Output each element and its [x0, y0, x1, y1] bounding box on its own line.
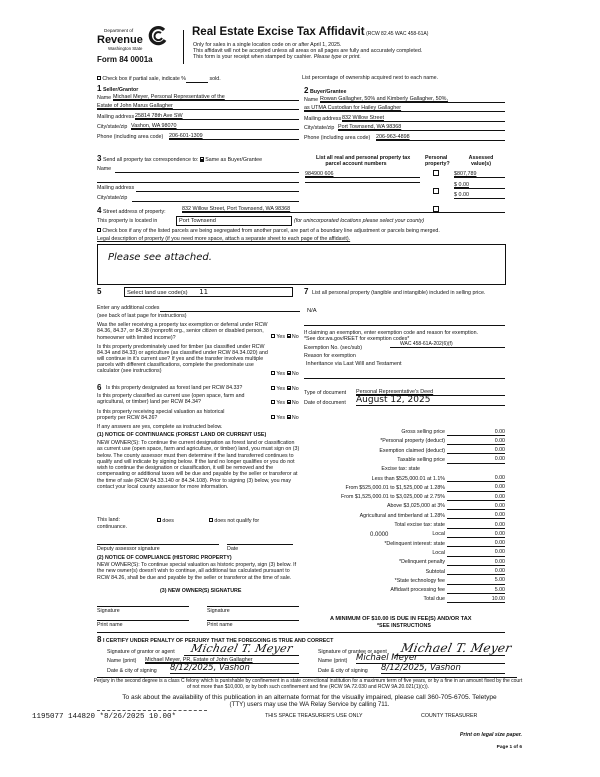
section-number: 8 — [97, 635, 102, 644]
fee-label: Total excise tax: state — [394, 522, 445, 528]
yes-checkbox[interactable] — [271, 334, 275, 338]
personal-property-checkbox[interactable] — [433, 188, 439, 194]
section-divider — [97, 632, 505, 633]
seller-heading — [97, 85, 138, 93]
grantor-signature-field[interactable] — [184, 655, 299, 656]
fee-label: Gross selling price — [401, 429, 445, 435]
street-label-text: Street address of property: — [102, 209, 166, 215]
parcel-header-list: List all real and personal property tax — [316, 155, 411, 161]
page-title — [192, 27, 428, 39]
fee-label: Excise tax: state — [381, 466, 420, 473]
alt-format-notice: To ask about the availability of this publication in an alternate format for the visually impaired, please call 360-705-6705. Teletype — [122, 694, 497, 701]
additional-codes-field[interactable] — [160, 311, 300, 312]
forest-land-question: Is this property designated as forest land per RCW 84.33? — [106, 385, 243, 391]
legal-description-box[interactable] — [97, 244, 506, 285]
treasurer-use-label: THIS SPACE TREASURER'S USE ONLY — [265, 713, 363, 719]
located-note: (for unincorporated locations please select your county) — [294, 218, 425, 224]
yes-label: Yes — [276, 399, 286, 406]
doc-date-field[interactable]: August 12, 2025 — [356, 396, 505, 406]
seller-mailing-field[interactable]: 25814 78th Ave SW — [135, 114, 299, 120]
no-checkbox[interactable] — [287, 415, 291, 419]
correspondence-city-field[interactable] — [132, 201, 299, 202]
legal-description-handwritten: Please see attached. — [108, 252, 212, 263]
fee-value[interactable]: 0.00 — [447, 523, 505, 529]
grantee-date-field[interactable]: 8/12/2025, Vashon — [381, 664, 505, 674]
seller-name-field[interactable]: Michael Meyer, Personal Representative of the — [113, 95, 299, 101]
page-number: Page 1 of 6 — [496, 745, 522, 750]
title-text: Real Estate Excise Tax Affidavit — [192, 26, 365, 38]
yes-label: Yes — [276, 385, 286, 392]
reason-field[interactable]: Inheritance via Last Will and Testament — [306, 361, 402, 367]
parcel-header-personal: Personal — [425, 155, 448, 161]
no-label: No — [291, 333, 299, 340]
section-number: 4 — [97, 206, 102, 215]
new-owner-signature-field-2[interactable] — [207, 606, 299, 607]
title-rcw: (RCW 82.45 WAC 458-61A) — [366, 31, 429, 37]
location-select[interactable]: Port Townsend — [176, 216, 292, 226]
fee-value[interactable]: 0.00 — [447, 485, 505, 491]
exemption-no-field[interactable]: WAC 458-61A-202(6)(f) — [390, 342, 505, 348]
alt-format-notice-2: (TTY) users may use the WA Relay Service by calling 711. — [229, 701, 390, 708]
buyer-city-field[interactable]: Port Townsend, WA 98368 — [338, 125, 505, 131]
fee-value[interactable]: 0.00 — [447, 448, 505, 454]
buyer-name-label: Name — [304, 97, 319, 103]
county-treasurer-label: COUNTY TREASURER — [421, 713, 478, 719]
same-as-buyer-checkbox[interactable] — [200, 157, 204, 161]
seller-city-label: City/state/zip — [97, 124, 128, 130]
timber-question: Is this property predominately used for timber (as classified under RCW 84.34 and 84.33) or agriculture (as classified under RCW 84.34.020) and will continue in it's current use? If yes and the transfer involves multiple parcels with different classifications, complete the predominate use calculator (see instructions) — [97, 344, 268, 374]
deputy-signature-label: Deputy assessor signature — [97, 546, 160, 552]
no-label: No — [291, 370, 299, 377]
if-any-yes-note: If any answers are yes, complete as instructed below. — [97, 424, 223, 430]
doc-type-label: Type of document — [304, 390, 347, 396]
fee-value[interactable]: 0.00 — [447, 532, 505, 538]
new-owner-signature-title: (3) NEW OWNER(S) SIGNATURE — [160, 588, 242, 594]
new-owner-signature-field-1[interactable] — [97, 606, 189, 607]
buyer-heading — [304, 87, 346, 95]
header-line-3 — [193, 55, 361, 60]
yes-label: Yes — [276, 333, 286, 340]
personal-property-label: List all personal property (tangible and intangible) included in selling price. — [312, 290, 486, 296]
land-use-select[interactable] — [124, 287, 293, 297]
section-number: 5 — [97, 287, 102, 296]
fee-label: Local — [432, 549, 445, 556]
assessed-value-field[interactable]: $ 0.00 — [454, 183, 505, 189]
section-number: 1 — [97, 84, 102, 93]
seller-city-field[interactable]: Vashon, WA 98070 — [131, 124, 299, 130]
dor-swirl-icon — [148, 26, 168, 46]
fee-label: Agricultural and timberland at 1.28% — [359, 512, 445, 519]
current-use-question: Is this property classified as current use (open space, farm and agricultural, or timber) land per RCW 84.34? — [97, 393, 245, 406]
seller-name-label: Name — [97, 95, 112, 101]
land-use-value: 11 — [199, 288, 209, 296]
yes-checkbox[interactable] — [271, 371, 275, 375]
segregate-checkbox[interactable] — [97, 228, 101, 232]
print-name-label: Print name — [97, 622, 123, 628]
section-number: 2 — [304, 86, 309, 95]
partial-sale-row — [97, 76, 221, 83]
buyer-phone-label: Phone (including area code) — [304, 135, 371, 141]
grantee-signature: Michael T. Meyer — [399, 641, 513, 655]
fee-label: From $1,525,000.01 to $3,025,000 at 2.75% — [341, 494, 445, 501]
street-label — [97, 207, 166, 215]
fee-label: Taxable selling price — [397, 456, 445, 463]
notice-compliance-title: (2) NOTICE OF COMPLIANCE (HISTORIC PROPERTY) — [97, 555, 232, 561]
buyer-name-field-2[interactable]: as UTMA Custodian for Hailey Gallagher — [304, 106, 505, 112]
fee-label: Affidavit processing fee — [390, 587, 445, 594]
print-name-label: Print name — [207, 622, 233, 628]
fee-label: *Personal property (deduct) — [380, 438, 445, 445]
additional-codes-label: Enter any additional codes — [97, 305, 160, 311]
no-label: No — [291, 414, 299, 421]
minimum-due-note: A MINIMUM OF $10.00 IS DUE IN FEE(S) AND/OR TAX — [330, 616, 472, 622]
does-not-checkbox[interactable] — [209, 518, 213, 522]
new-owner-print-name-field-1[interactable] — [97, 620, 189, 621]
form-number: Form 84 0001a — [97, 55, 153, 64]
fee-label: Less than $525,000.01 at 1.1% — [371, 475, 445, 482]
fee-value[interactable]: 0.00 — [447, 569, 505, 575]
legal-paper-note: Print on legal size paper. — [459, 732, 522, 738]
does-option — [157, 518, 174, 524]
fee-label: Exemption claimed (deduct) — [379, 447, 445, 454]
grantor-signature: Michael T. Meyer — [189, 642, 294, 655]
timber-answer — [271, 371, 299, 377]
notice-continuance-body: NEW OWNER(S): To continue the current designation as forest land or classification as current use (open space, farm and agriculture, or timber) land, you must sign on (3) below. The county assessor must then determine if the land transferred continues to qualify and will indicate by signing below. If the land no longer qualifies or you do not wish to continue the designation or classification, it will be removed and the compensating or additional taxes will be due and payable by the seller or transferor at the time of sale (RCW 84.33.140 or 84.34.108). Prior to signing (3) below, you may contact your local county assessor for more information. — [97, 440, 300, 491]
fee-value[interactable]: 5.00 — [447, 588, 505, 594]
section-number: 7 — [304, 287, 309, 296]
fee-label: Subtotal — [425, 568, 445, 575]
deputy-date-label: Date — [227, 546, 239, 552]
no-checkbox[interactable] — [287, 386, 291, 390]
parcel-account-field[interactable] — [305, 182, 420, 183]
fee-value[interactable]: 0.00 — [447, 550, 505, 556]
grantee-name-label: Name (print) — [318, 658, 348, 664]
buyer-city-label: City/state/zip — [304, 125, 335, 131]
list-percentage-note: List percentage of ownership acquired next to each name. — [302, 75, 439, 81]
partial-sale-checkbox[interactable] — [97, 76, 101, 80]
yes-label: Yes — [276, 370, 286, 377]
fee-label: *State technology fee — [394, 577, 445, 584]
no-label: No — [291, 399, 299, 406]
correspondence-mailing-label: Mailing address — [97, 185, 135, 191]
segregate-label: Check box if any of the listed parcels are being segregated from another parcel, are part of a boundary line adjustment or parcels being merged. — [102, 227, 440, 234]
legal-description-label: Legal description of property (if you need more space, attach a separate sheet to each page of the affidavit). — [97, 236, 351, 242]
reason-label: Reason for exemption — [304, 353, 356, 359]
parcel-account-field[interactable]: 984900 606 — [305, 172, 420, 178]
deputy-date-field[interactable] — [227, 544, 293, 545]
exemption-answer — [271, 334, 299, 340]
parcel-header-assessed-2: value(s) — [470, 161, 492, 167]
seller-phone-field[interactable]: 206-601-1309 — [169, 134, 299, 140]
personal-property-value[interactable]: N/A — [307, 308, 317, 314]
assessed-value-field[interactable]: $ 0.00 — [454, 193, 505, 199]
correspondence-heading — [97, 155, 262, 163]
fee-label: Above $3,025,000 at 3% — [386, 503, 445, 510]
yes-checkbox[interactable] — [271, 400, 275, 404]
fee-value[interactable]: 0.00 — [447, 439, 505, 445]
grantee-signature-label: Signature of grantee or agent — [318, 649, 387, 655]
fee-value[interactable]: 0.00 — [447, 513, 505, 519]
dept-label: Department of — [104, 28, 134, 33]
treasurer-stamp: 1195077 144820 *8/26/2025 10.00* — [32, 713, 177, 721]
seller-heading-text: Seller/Grantor — [102, 87, 139, 93]
doc-date-label: Date of document — [304, 400, 346, 406]
parcel-header-list-2: parcel account numbers — [325, 161, 387, 167]
same-as-buyer-label: Same as Buyer/Grantee — [205, 157, 263, 163]
deputy-assessor-signature-field[interactable] — [97, 544, 219, 545]
section-number: 3 — [97, 154, 102, 163]
yes-checkbox[interactable] — [271, 415, 275, 419]
parcel-header-personal-2: property? — [425, 161, 450, 167]
signature-label: Signature — [207, 608, 230, 614]
notice-continuance-title: (1) NOTICE OF CONTINUANCE (FOREST LAND OR CURRENT USE) — [97, 432, 267, 438]
land-use-select-label: Select land use code(s) — [127, 290, 188, 296]
doc-type-field[interactable]: Personal Representative's Deed — [356, 390, 505, 396]
fee-value[interactable]: 0.00 — [447, 476, 505, 482]
signature-label: Signature — [97, 608, 120, 614]
grantee-name-field[interactable]: Michael Meyer — [356, 654, 505, 664]
sold-label: sold. — [209, 75, 221, 82]
header-line-3-emphasis: Please type or print. — [313, 54, 361, 60]
correspondence-mailing-field[interactable] — [136, 191, 299, 192]
fee-label: From $525,000.01 to $1,525,000 at 1.28% — [345, 484, 445, 491]
fee-value[interactable]: 10.00 — [447, 597, 505, 603]
grantor-name-label: Name (print) — [107, 658, 137, 664]
header-line-3-text: This form is your receipt when stamped by cashier. — [193, 54, 313, 60]
historical-question: Is this property receiving special valuation as historical property per RCW 84.26? — [97, 409, 225, 422]
fee-value[interactable]: 0.00 — [447, 541, 505, 547]
notice-compliance-body: NEW OWNER(S): To continue special valuation as historic property, sign (3) below. If the new owner(s) doesn't wish to continue, all additional tax calculated pursuant to RCW 84.26, shall be due and payable by the seller or transferor at the time of sale. — [97, 562, 297, 581]
fee-value[interactable]: 0.00 — [447, 495, 505, 501]
exemption-instructions: If claiming an exemption, enter exemption code and reason for exemption. *See dor.wa.gov/REET for exemption codes* — [304, 330, 479, 343]
new-owner-print-name-field-2[interactable] — [207, 620, 299, 621]
fee-value[interactable]: 0.00 — [447, 504, 505, 510]
correspondence-name-field-2[interactable] — [97, 182, 299, 183]
no-checkbox[interactable] — [287, 371, 291, 375]
yes-label: Yes — [276, 414, 286, 421]
grantor-signature-label: Signature of grantor or agent — [107, 649, 175, 655]
certify-text: I CERTIFY UNDER PENALTY OF PERJURY THAT THE FOREGOING IS TRUE AND CORRECT — [102, 638, 334, 644]
fee-value[interactable]: 0.00 — [447, 430, 505, 436]
yes-checkbox[interactable] — [271, 386, 275, 390]
section-number: 6 — [97, 383, 102, 392]
fee-value[interactable]: 5.00 — [447, 578, 505, 584]
header-line-1: Only for sales in a single location code on or after April 1, 2025. — [193, 42, 342, 48]
stamp-area-border — [97, 710, 207, 711]
historical-answer — [271, 415, 299, 421]
fee-value[interactable]: 0.00 — [447, 457, 505, 463]
correspondence-label: Send all property tax correspondence to: — [102, 157, 199, 163]
fee-label: Local — [432, 531, 445, 538]
correspondence-name-label: Name — [97, 166, 112, 172]
assessed-value-field[interactable]: $807,789 — [454, 172, 505, 178]
buyer-heading-text: Buyer/Grantee — [309, 89, 347, 95]
does-label: does — [162, 517, 174, 524]
fee-label: Total due — [423, 596, 445, 603]
partial-percent-field[interactable] — [186, 77, 208, 83]
see-back-note: (see back of last page for instructions) — [97, 313, 187, 319]
this-land-label: This land: — [97, 517, 120, 523]
does-not-option — [209, 518, 259, 524]
current-use-answer — [271, 400, 299, 406]
revenue-wordmark: Revenue — [97, 34, 143, 46]
correspondence-name-field[interactable] — [115, 172, 299, 173]
exemption-no-label: Exemption No. (sec/sub) — [304, 345, 362, 351]
fee-label: *Delinquent interest: state — [384, 540, 445, 547]
grantee-date-label: Date & city of signing — [318, 668, 368, 674]
personal-property-divider — [304, 325, 505, 326]
seller-name-field-2[interactable]: Estate of John Marus Gallagher — [97, 104, 299, 110]
state-label: Washington State — [108, 46, 143, 51]
fee-value[interactable]: 0.00 — [447, 560, 505, 566]
header-divider — [183, 30, 184, 64]
correspondence-city-label: City/state/zip — [97, 195, 128, 201]
local-rate: 0.0000 — [370, 531, 389, 538]
does-checkbox[interactable] — [157, 518, 161, 522]
seller-phone-label: Phone (including area code) — [97, 134, 164, 140]
no-label: No — [291, 385, 299, 392]
see-instructions-note: *SEE INSTRUCTIONS — [377, 623, 431, 629]
personal-property-checkbox[interactable] — [433, 170, 439, 176]
buyer-mailing-label: Mailing address — [304, 116, 342, 122]
segregate-row — [97, 228, 440, 234]
grantor-name-field[interactable]: Michael Meyer, PR, Estate of John Gallagher — [145, 658, 299, 664]
partial-sale-label: Check box if partial sale, indicate % — [102, 75, 187, 82]
grantor-date-label: Date & city of signing — [107, 668, 157, 674]
grantor-date-field[interactable]: 8/12/2025, Vashon — [170, 664, 299, 674]
no-checkbox[interactable] — [287, 334, 291, 338]
no-checkbox[interactable] — [287, 400, 291, 404]
buyer-phone-field[interactable]: 206-963-4898 — [376, 135, 505, 141]
exemption-question: Was the seller receiving a property tax exemption or deferral under RCW 84.36, 84.37, or 84.38 (nonprofit org., senior citizen or disabled person, homeowner with limited income)? — [97, 322, 268, 341]
buyer-mailing-field[interactable]: 832 Willow Street — [342, 116, 505, 122]
perjury-notice: Perjury in the second degree is a class C felony which is punishable by confinement in a state correctional institution for a maximum term of five years, or by a fine in an amount fixed by the court of not more than $10,000, or by both such confinement and fine (RCW 9A.72.030 and RCW 9A.20.021(1)(c)). — [93, 678, 523, 690]
street-address-field[interactable]: 832 Willow Street, Port Townsend, WA 98368 — [182, 207, 505, 213]
located-label: This property is located in — [97, 218, 158, 224]
fee-label: *Delinquent penalty — [399, 559, 445, 566]
reason-divider — [304, 378, 505, 379]
buyer-name-field[interactable]: Rowan Gallagher, 50% and Kimberly Gallagher, 50%, — [320, 97, 505, 103]
parcel-header-assessed: Assessed — [468, 155, 494, 161]
continuance-label: continuance. — [97, 524, 128, 530]
header-line-2: This affidavit will not be accepted unless all areas on all pages are fully and accurately completed. — [193, 48, 423, 54]
does-not-label: does not qualify for — [214, 517, 260, 524]
seller-mailing-label: Mailing address — [97, 114, 135, 120]
forest-land-answer — [271, 386, 299, 392]
